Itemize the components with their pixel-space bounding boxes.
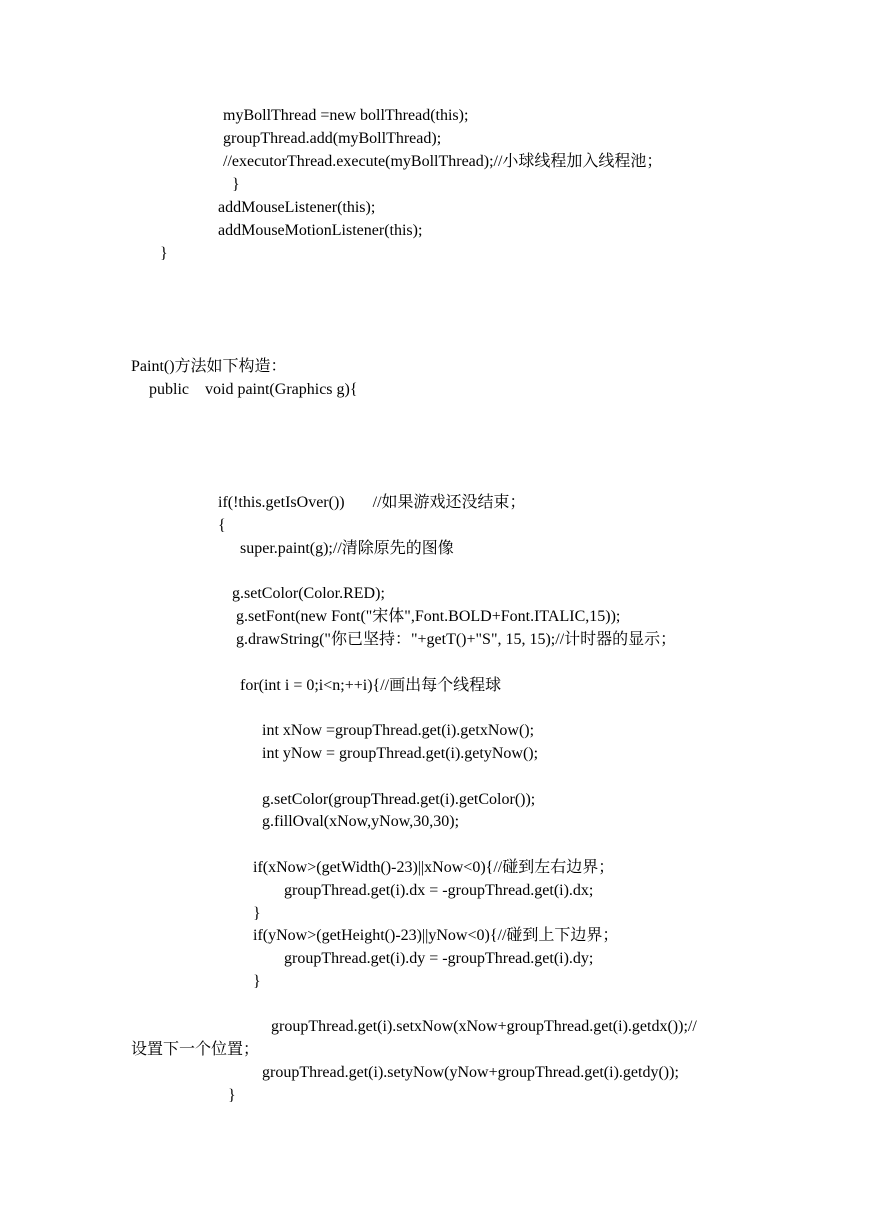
code-line: groupThread.get(i).setxNow(xNow+groupThread.get(i).getdx());// [271,1018,697,1035]
code-line: addMouseMotionListener(this); [218,222,423,239]
code-line: g.setFont(new Font("宋体",Font.BOLD+Font.ITALIC,15)); [236,608,621,625]
code-line: g.fillOval(xNow,yNow,30,30); [262,813,460,830]
code-line: } [228,1087,236,1104]
section-text: Paint()方法如下构造： [131,358,287,375]
code-line: int xNow =groupThread.get(i).getxNow(); [262,722,535,739]
code-line: if(yNow>(getHeight()-23)||yNow<0){//碰到上下边界； [253,927,619,944]
code-line: } [253,905,261,922]
code-line: groupThread.get(i).dy = -groupThread.get(i).dy; [284,950,594,967]
code-line: } [160,245,168,262]
code-line: groupThread.get(i).dx = -groupThread.get(i).dx; [284,882,594,899]
code-line: 设置下一个位置； [131,1041,260,1058]
code-line: if(xNow>(getWidth()-23)||xNow<0){//碰到左右边界； [253,859,615,876]
code-line: } [232,176,240,193]
code-line: { [218,517,226,534]
code-line: addMouseListener(this); [218,199,376,216]
code-line: for(int i = 0;i<n;++i){//画出每个线程球 [240,677,502,694]
code-line: int yNow = groupThread.get(i).getyNow(); [262,745,539,762]
code-line: } [253,973,261,990]
code-line: g.setColor(Color.RED); [232,585,385,602]
code-line: groupThread.add(myBollThread); [223,130,442,147]
code-line: g.drawString("你已坚持："+getT()+"S", 15, 15);//计时器的显示； [236,631,677,648]
code-line: if(!this.getIsOver()) //如果游戏还没结束； [218,494,526,511]
code-line: groupThread.get(i).setyNow(yNow+groupThread.get(i).getdy()); [262,1064,679,1081]
code-line: super.paint(g);//清除原先的图像 [240,540,454,557]
code-line: //executorThread.execute(myBollThread);//小球线程加入线程池； [223,153,663,170]
code-line: myBollThread =new bollThread(this); [223,107,469,124]
code-line: g.setColor(groupThread.get(i).getColor()); [262,791,536,808]
code-line: public void paint(Graphics g){ [149,381,358,398]
